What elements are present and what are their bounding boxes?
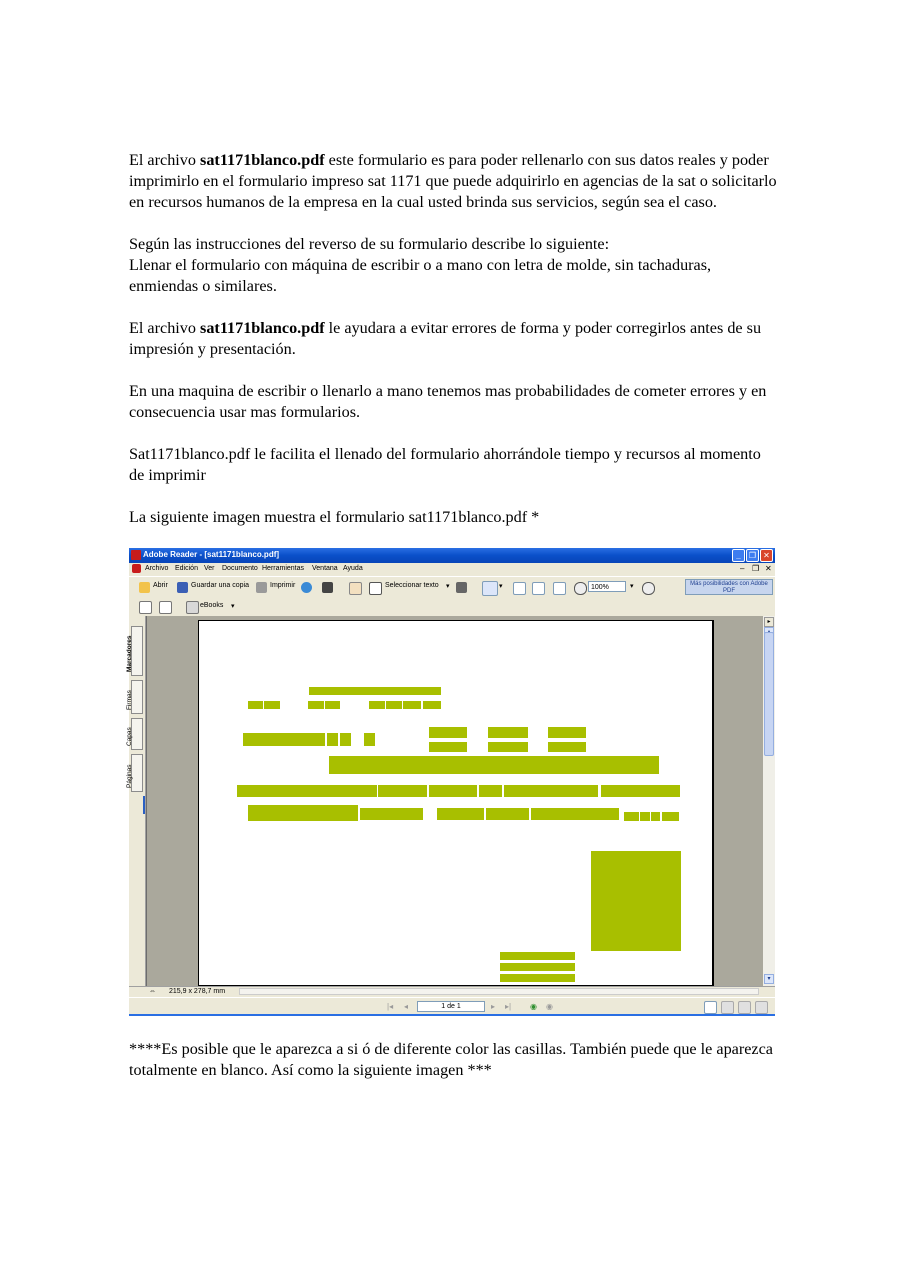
paragraph-7: ****Es posible que le aparezca a si ó de diferente color las casillas. También puede que le aparezca totalmente en blanco. Así como la siguiente imagen *** — [129, 1040, 773, 1079]
paragraph-1 — [129, 150, 779, 213]
form-field — [248, 701, 263, 709]
form-field — [429, 742, 467, 752]
print-icon — [256, 582, 267, 593]
zoom-out-icon — [574, 582, 587, 595]
form-field — [340, 733, 351, 746]
doc-restore-icon: ❐ — [752, 564, 760, 573]
form-field — [437, 808, 484, 820]
rotate-icon — [159, 601, 172, 614]
p1-filename: sat1171blanco.pdf — [200, 151, 325, 169]
form-field — [248, 805, 358, 821]
ebooks-dropdown-icon: ▾ — [231, 603, 235, 610]
close-icon: ✕ — [760, 549, 773, 562]
window-bottom-border — [129, 1014, 775, 1016]
form-field — [237, 785, 377, 797]
document-body — [129, 150, 779, 549]
form-field — [500, 963, 575, 971]
minimize-icon: _ — [732, 549, 745, 562]
vertical-scrollbar — [763, 616, 775, 986]
p2-line-1: Según las instrucciones del reverso de su formulario describe lo siguiente: — [129, 235, 610, 253]
p3-filename: sat1171blanco.pdf — [200, 319, 325, 337]
facing-icon — [738, 1001, 751, 1014]
form-field — [500, 974, 575, 982]
secondary-toolbar — [129, 598, 775, 617]
prev-page-icon: ◂ — [404, 1002, 409, 1011]
next-page-icon: ▸ — [491, 1002, 496, 1011]
zoom-level: 100% — [588, 581, 626, 592]
form-field — [386, 701, 402, 709]
menubar — [129, 563, 775, 575]
hand-tool-icon — [349, 582, 362, 595]
binoculars-icon — [322, 582, 333, 593]
form-field — [308, 701, 324, 709]
fit-width-icon — [553, 582, 566, 595]
form-field — [624, 812, 639, 821]
zoom-plus-icon — [642, 582, 655, 595]
form-field — [591, 851, 681, 951]
menu-ayuda: Ayuda — [343, 565, 363, 572]
tab-paginas: Páginas — [131, 754, 143, 792]
window-title: Adobe Reader - [sat1171blanco.pdf] — [143, 550, 280, 559]
menu-archivo: Archivo — [145, 565, 169, 572]
ebooks-button: eBooks — [200, 602, 224, 609]
save-copy-button: Guardar una copia — [191, 582, 249, 589]
splitter-bar — [143, 796, 145, 814]
paragraph-6: La siguiente imagen muestra el formulario sat1171blanco.pdf * — [129, 508, 540, 526]
form-field — [486, 808, 529, 820]
scroll-down-icon: ▾ — [764, 974, 774, 984]
page-size: 215,9 x 278,7 mm — [169, 988, 226, 995]
form-field — [601, 785, 680, 797]
main-toolbar — [129, 576, 775, 600]
print-button: Imprimir — [270, 582, 296, 589]
paragraph-5: Sat1171blanco.pdf le facilita el llenado del formulario ahorrándole tiempo y recursos al momento de imprimir — [129, 445, 761, 484]
ebooks-icon — [186, 601, 199, 614]
first-page-icon: |◂ — [387, 1002, 394, 1011]
pane-arrow-icon: ▸ — [764, 617, 774, 627]
horizontal-scrollbar — [239, 988, 759, 995]
menu-edicion: Edición — [175, 565, 198, 572]
zoom-level-dropdown-icon: ▾ — [630, 583, 634, 590]
navigation-side-tabs — [126, 616, 146, 986]
form-field — [327, 733, 338, 746]
form-field — [429, 785, 477, 797]
p1-text-end: este formulario es para poder rellenarlo con sus datos reales y poder imprimirlo en el formulario impreso sat 1171 que puede adquirirlo en agencias de la sat o solicitarlo en recursos humanos de la empresa en la cual usted brinda sus servicios, según sea el caso. — [129, 151, 777, 211]
fit-page-icon — [532, 582, 545, 595]
menu-ventana: Ventana — [312, 565, 338, 572]
form-field — [662, 812, 679, 821]
form-field — [548, 727, 586, 738]
form-field — [325, 701, 340, 709]
document-view — [146, 616, 764, 986]
form-field — [429, 727, 467, 738]
single-page-icon — [704, 1001, 717, 1014]
scroll-thumb — [764, 632, 774, 756]
form-field — [364, 733, 375, 746]
pdf-page — [198, 620, 714, 986]
go-back-icon: ◉ — [530, 1002, 537, 1011]
p3-text-start: El archivo — [129, 319, 201, 337]
go-forward-icon: ◉ — [546, 1002, 553, 1011]
form-field — [548, 742, 586, 752]
open-folder-icon — [139, 582, 150, 593]
zoom-dropdown-icon: ▾ — [499, 583, 503, 590]
continuous-icon — [721, 1001, 734, 1014]
pdf-icon — [131, 550, 141, 560]
text-select-icon — [369, 582, 382, 595]
form-field — [500, 952, 575, 960]
paragraph-4: En una maquina de escribir o llenarlo a mano tenemos mas probabilidades de cometer errores y en consecuencia usar mas formularios. — [129, 382, 767, 421]
document-footer — [129, 1039, 779, 1102]
p3-text-end: le ayudara a evitar errores de forma y poder corregirlos antes de su impresión y presentación. — [129, 319, 762, 358]
form-field — [243, 733, 325, 746]
form-field — [378, 785, 427, 797]
zoom-in-icon — [482, 581, 498, 596]
menu-ver: Ver — [204, 565, 215, 572]
menu-documento: Documento — [222, 565, 258, 572]
form-field — [479, 785, 502, 797]
adobe-reader-screenshot — [126, 548, 775, 1016]
select-dropdown-icon: ▾ — [446, 583, 450, 590]
p1-text-start: El archivo — [129, 151, 201, 169]
form-field — [360, 808, 423, 820]
form-field — [309, 687, 441, 695]
status-bar — [129, 986, 775, 997]
save-icon — [177, 582, 188, 593]
actual-size-icon — [513, 582, 526, 595]
form-field — [264, 701, 280, 709]
continuous-facing-icon — [755, 1001, 768, 1014]
tab-capas: Capas — [131, 718, 143, 750]
menu-herramientas: Herramientas — [262, 565, 305, 572]
doc-close-icon: ✕ — [765, 564, 772, 573]
select-text-button: Seleccionar texto — [385, 582, 439, 589]
form-field — [504, 785, 598, 797]
page-indicator: 1 de 1 — [417, 1001, 485, 1012]
form-field — [488, 727, 528, 738]
window-titlebar — [129, 548, 775, 563]
p2-line-2: Llenar el formulario con máquina de escribir o a mano con letra de molde, sin tachaduras, enmiendas o similares. — [129, 256, 712, 295]
restore-icon: ❐ — [746, 549, 759, 562]
doc-minimize-icon: – — [740, 564, 745, 573]
email-globe-icon — [301, 582, 312, 593]
last-page-icon: ▸| — [505, 1002, 512, 1011]
form-field — [369, 701, 385, 709]
page-tool-icon — [139, 601, 152, 614]
form-field — [488, 742, 528, 752]
tab-firmas: Firmas — [131, 680, 143, 714]
open-button: Abrir — [153, 582, 168, 589]
form-field — [423, 701, 441, 709]
form-field — [640, 812, 650, 821]
page-navigation-bar — [129, 997, 775, 1015]
expand-icon: ⇔ — [149, 988, 156, 995]
form-field — [403, 701, 421, 709]
snapshot-icon — [456, 582, 467, 593]
tab-marcadores: Marcadores — [131, 626, 143, 676]
paragraph-2 — [129, 234, 779, 297]
pdf-doc-icon — [132, 564, 141, 573]
adobe-pdf-promo: Más posibilidades con Adobe PDF — [685, 579, 773, 595]
form-field — [531, 808, 619, 820]
paragraph-3 — [129, 318, 779, 360]
form-field — [651, 812, 660, 821]
form-field — [329, 756, 659, 774]
